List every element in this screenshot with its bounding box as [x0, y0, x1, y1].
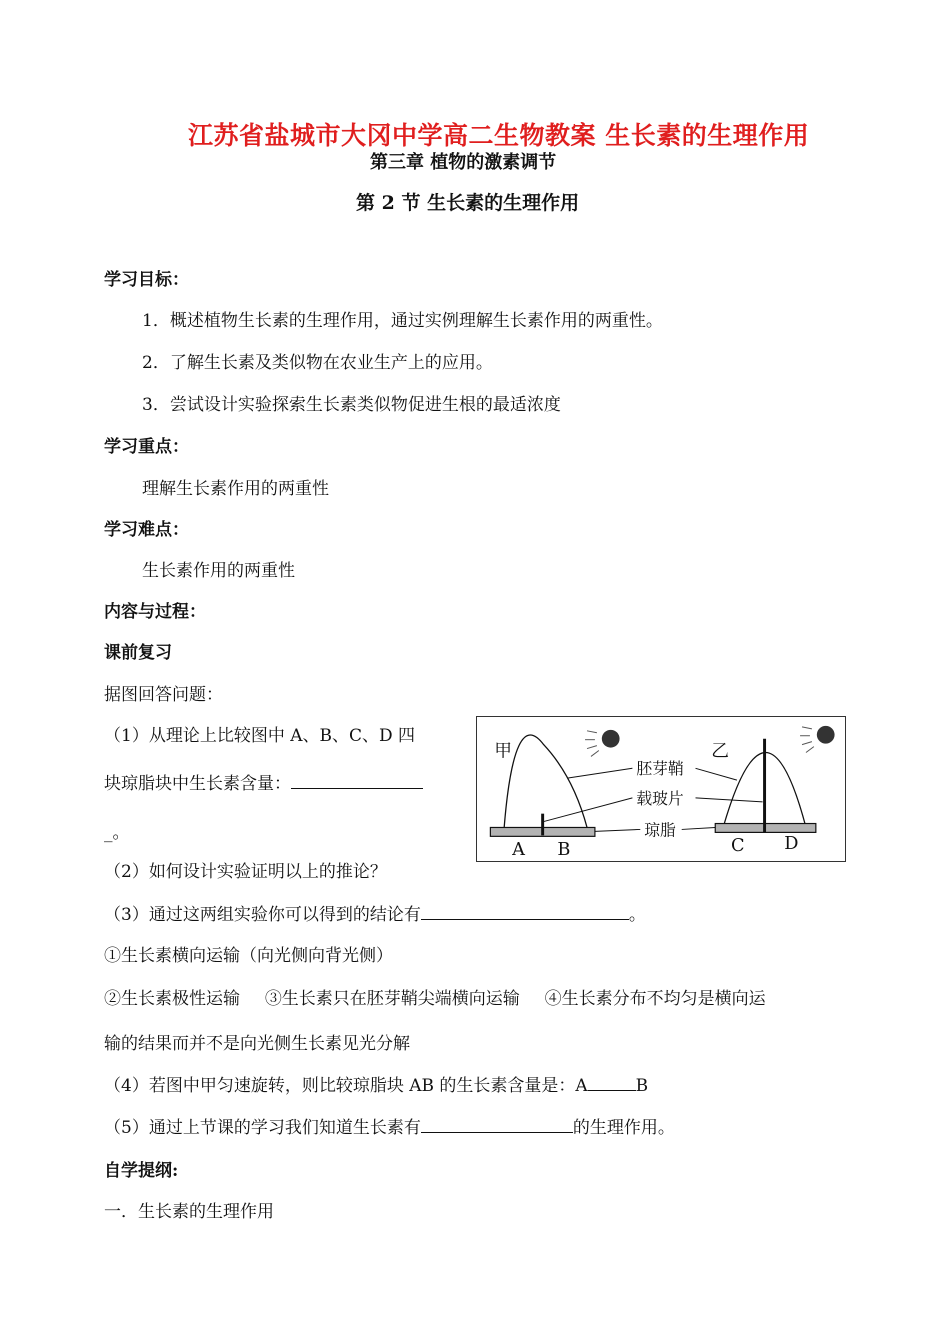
question-3	[104, 900, 646, 925]
objective-item-3: 3．尝试设计实验探索生长素类似物促进生根的最适浓度	[142, 395, 561, 415]
sun-rays-yi	[800, 727, 814, 753]
sun-icon-yi	[817, 726, 835, 744]
document-title: 江苏省盐城市大冈中学高二生物教案 生长素的生理作用	[188, 121, 810, 150]
answer-blank-4[interactable]	[588, 1076, 636, 1091]
question-4-end: B	[635, 1076, 649, 1096]
sun-icon-jia	[602, 730, 620, 748]
key-points-heading: 学习重点：	[104, 437, 189, 457]
option-2: ②生长素极性运输	[104, 989, 240, 1009]
question-3-text: （3）通过这两组实验你可以得到的结论有	[104, 905, 421, 925]
question-1-line-2	[104, 769, 423, 794]
question-5-end: 的生理作用。	[572, 1118, 675, 1138]
figure-label-jia: 甲	[494, 741, 513, 762]
answer-blank-1[interactable]	[291, 774, 423, 789]
label-agar: 琼脂	[644, 820, 676, 840]
review-intro: 据图回答问题：	[104, 685, 223, 705]
question-3-end: 。	[628, 905, 646, 925]
label-a: A	[512, 840, 525, 861]
option-4-continued: 输的结果而并不是向光侧生长素见光分解	[104, 1034, 410, 1054]
option-3: ③生长素只在胚芽鞘尖端横向运输	[264, 989, 520, 1009]
review-heading: 课前复习	[104, 643, 172, 663]
option-4: ④生长素分布不均匀是横向运	[544, 989, 766, 1009]
chapter-title: 第三章 植物的激素调节	[370, 152, 557, 173]
question-2: （2）如何设计实验证明以上的推论？	[104, 862, 387, 882]
answer-blank-3[interactable]	[421, 905, 629, 920]
label-b: B	[557, 840, 571, 861]
question-5-text: （5）通过上节课的学习我们知道生长素有	[104, 1118, 421, 1138]
objective-item-2: 2．了解生长素及类似物在农业生产上的应用。	[142, 353, 493, 373]
objectives-heading: 学习目标：	[104, 270, 189, 290]
self-study-item-1: 一．生长素的生理作用	[104, 1202, 274, 1222]
sun-rays-jia	[585, 731, 599, 757]
objective-item-1: 1．概述植物生长素的生理作用，通过实例理解生长素作用的两重性。	[142, 311, 663, 331]
question-4-text: （4）若图中甲匀速旋转，则比较琼脂块 AB 的生长素含量是：A	[104, 1076, 588, 1096]
question-1-line-1: （1）从理论上比较图中 A、B、C、D 四	[104, 726, 416, 746]
question-1-line-3: _。	[104, 823, 130, 843]
difficulties-heading: 学习难点：	[104, 520, 189, 540]
options-line	[104, 984, 844, 1009]
figure-label-yi: 乙	[711, 741, 730, 762]
self-study-heading: 自学提纲:	[104, 1161, 179, 1181]
question-4	[104, 1071, 648, 1096]
question-5	[104, 1113, 675, 1138]
section-title: 第 2 节 生长素的生理作用	[356, 192, 580, 214]
key-points-text: 理解生长素作用的两重性	[142, 479, 329, 499]
label-glass-slide: 载玻片	[636, 788, 684, 808]
experiment-figure	[476, 716, 846, 862]
difficulties-text: 生长素作用的两重性	[142, 561, 295, 581]
label-coleoptile: 胚芽鞘	[636, 759, 684, 779]
label-d: D	[784, 834, 799, 855]
question-1-text: 块琼脂块中生长素含量：	[104, 774, 291, 794]
option-1: ①生长素横向运输（向光侧向背光侧）	[104, 946, 393, 966]
process-heading: 内容与过程：	[104, 602, 206, 622]
label-c: C	[731, 836, 745, 857]
answer-blank-5[interactable]	[421, 1118, 573, 1133]
